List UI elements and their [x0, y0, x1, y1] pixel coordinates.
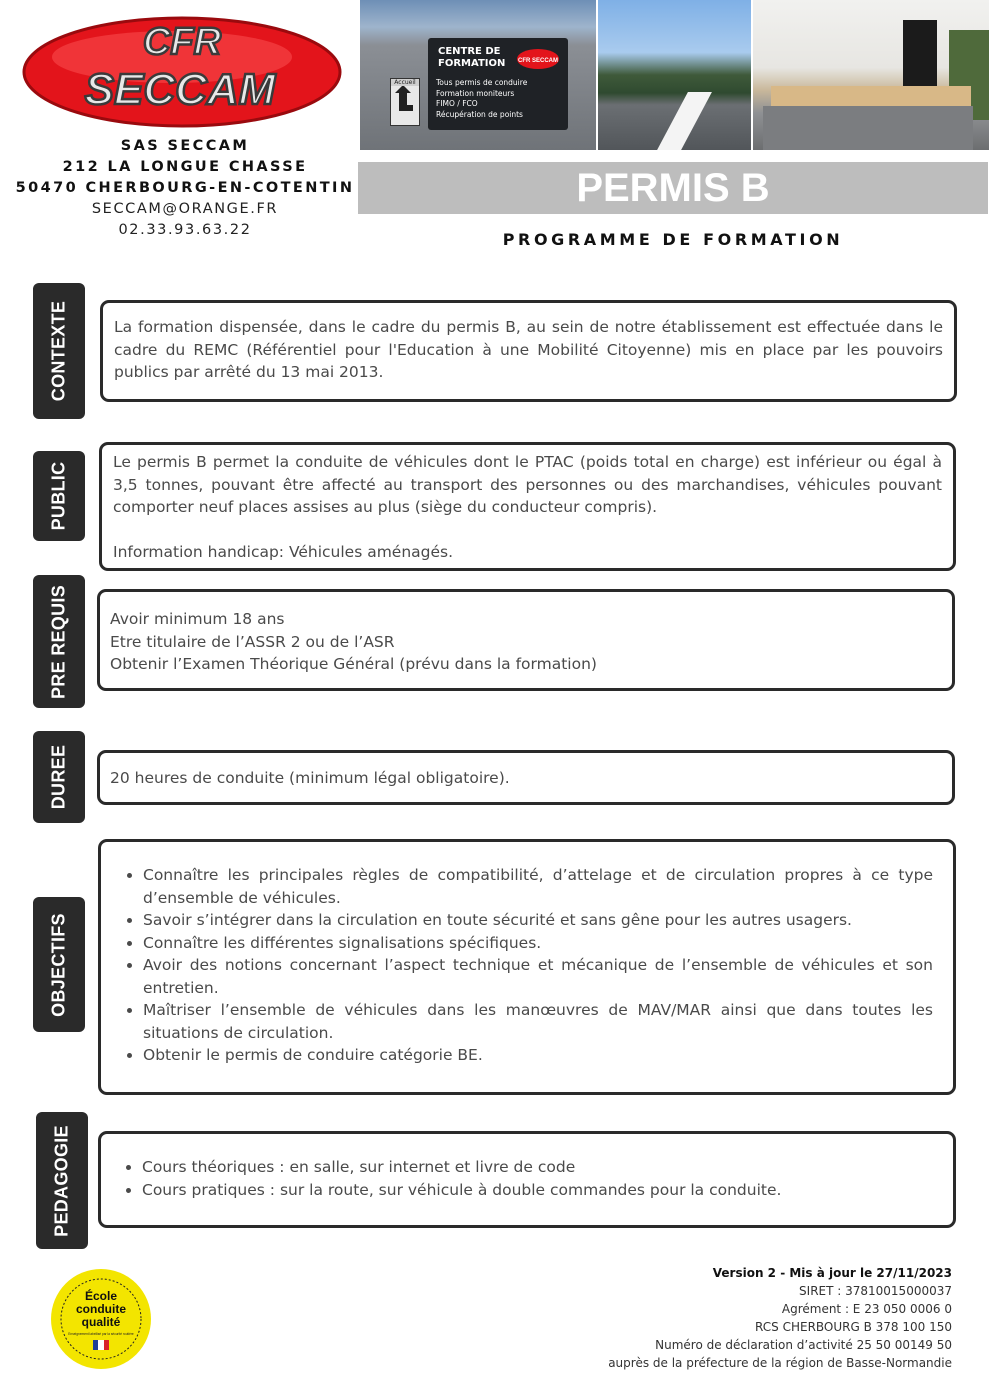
duree-text: 20 heures de conduite (minimum légal obligatoire).: [110, 769, 510, 787]
footer-rcs: RCS CHERBOURG B 378 100 150: [755, 1320, 952, 1334]
box-objectifs: [98, 839, 956, 1095]
sign-item: Formation moniteurs: [436, 88, 515, 98]
contexte-text: La formation dispensée, dans le cadre du permis B, au sein de notre établissement est effectuée dans le cadre du REMC (Référentiel pour l'Education à une Mobilité Citoyenne) mis en place par les pouvoirs publics par arrêté du 13 mai 2013.: [114, 318, 943, 381]
tab-label: CONTEXTE: [48, 300, 69, 402]
objectif-item: • Obtenir le permis de conduire catégorie BE.: [143, 1044, 933, 1067]
public-handicap: Information handicap: Véhicules aménagés.: [113, 542, 454, 561]
tab-contexte: [33, 283, 85, 419]
quality-label-icon: [50, 1268, 152, 1370]
accueil-sign: [390, 78, 420, 126]
sign-item: FIMO / FCO: [436, 99, 478, 108]
pedagogie-item: • Cours pratiques : sur la route, sur véhicule à double commandes pour la conduite.: [142, 1179, 933, 1202]
tab-duree: [33, 731, 85, 823]
footer-siret: SIRET : 37810015000037: [799, 1284, 952, 1298]
road-marking: [640, 92, 712, 150]
reception-desk-top: [771, 86, 971, 108]
prerequis-line: Avoir minimum 18 ans: [110, 610, 285, 628]
objectif-item: • Savoir s’intégrer dans la circulation en toute sécurité et sans gêne pour les autres usagers.: [143, 909, 933, 932]
objectif-item: • Connaître les principales règles de compatibilité, d’attelage et de circulation propres à ce type d’ensemble de véhicules.: [143, 864, 933, 909]
tab-prerequis: [33, 575, 85, 708]
logo-text-cfr: CFR: [142, 21, 222, 63]
tab-label: DUREE: [48, 744, 69, 810]
prerequis-line: Etre titulaire de l’ASSR 2 ou de l’ASR: [110, 632, 395, 651]
svg-text:Enseignement labellisé par la: Enseignement labellisé par la sécurité routière: [68, 1332, 134, 1336]
objectif-item: • Avoir des notions concernant l’aspect technique et mécanique de l’ensemble de véhicules et son entretien.: [143, 954, 933, 999]
sign-title: CENTRE DE FORMATION: [438, 46, 506, 69]
box-contexte: [100, 300, 957, 402]
tab-public: [33, 451, 85, 541]
public-text: Le permis B permet la conduite de véhicules dont le PTAC (poids total en charge) est inférieur ou égal à 3,5 tonnes, pouvant être affecté au transport des personnes ou des marchandises, véhicules pouvant comporter neuf places assises au plus (siège du conducteur compris).: [113, 453, 942, 516]
tab-label: OBJECTIFS: [48, 912, 69, 1017]
sign-item: Récupération de points: [436, 109, 523, 119]
company-address-line2: 50470 CHERBOURG-EN-COTENTIN: [15, 180, 355, 196]
pedagogie-item: • Cours théoriques : en salle, sur internet et livre de code: [142, 1156, 933, 1179]
sign-items: [436, 78, 527, 120]
page-subtitle: PROGRAMME DE FORMATION: [502, 230, 844, 249]
company-email: SECCAM@ORANGE.FR: [91, 201, 279, 217]
page-title: PERMIS B: [576, 166, 770, 210]
building-sign: [428, 38, 568, 130]
box-duree: [97, 750, 955, 805]
accueil-label: Accueil: [391, 79, 419, 86]
tab-objectifs: [33, 897, 85, 1032]
display-shelf: [903, 20, 937, 90]
logo-graphic: [22, 12, 342, 130]
company-info: [0, 136, 370, 241]
company-address-line1: 212 LA LONGUE CHASSE: [62, 159, 308, 175]
pedagogie-list: [114, 1156, 933, 1201]
footer-legal-info: [608, 1264, 952, 1372]
tab-label: PUBLIC: [48, 461, 69, 531]
tab-pedagogie: [36, 1112, 88, 1249]
tab-label: PEDAGOGIE: [51, 1124, 72, 1237]
footer-version: Version 2 - Mis à jour le 27/11/2023: [712, 1266, 952, 1280]
photo-building-sign: [360, 0, 596, 150]
company-logo: [22, 12, 342, 130]
company-name: SAS SECCAM: [120, 138, 250, 154]
footer-agrement: Agrément : E 23 050 0006 0: [781, 1302, 952, 1316]
logo-text-seccam: SECCAM: [84, 65, 276, 114]
box-prerequis: [97, 589, 955, 691]
photo-driving-track: [598, 0, 751, 150]
title-bar: [358, 162, 988, 214]
footer-prefecture: auprès de la préfecture de la région de Basse-Normandie: [608, 1356, 952, 1370]
company-phone: 02.33.93.63.22: [118, 222, 252, 238]
prerequis-line: Obtenir l’Examen Théorique Général (prévu dans la formation): [110, 655, 597, 673]
svg-text:qualité: qualité: [81, 1315, 121, 1329]
tab-label: PRE REQUIS: [48, 584, 69, 699]
reception-desk-front: [763, 106, 973, 150]
photo-reception-desk: [753, 0, 989, 150]
sign-logo: [516, 48, 560, 70]
objectif-item: • Maîtriser l’ensemble de véhicules dans les manœuvres de MAV/MAR ainsi que dans toutes les situations de circulation.: [143, 999, 933, 1044]
ecole-conduite-qualite-badge: [50, 1268, 152, 1370]
footer-declaration: Numéro de déclaration d’activité 25 50 00149 50: [655, 1338, 952, 1352]
objectif-item: • Connaître les différentes signalisations spécifiques.: [143, 932, 933, 955]
box-public: [99, 442, 956, 571]
svg-text:CFR SECCAM: CFR SECCAM: [518, 58, 558, 64]
sign-item: Tous permis de conduire: [436, 78, 528, 87]
box-pedagogie: [98, 1131, 956, 1228]
svg-text:École: École: [84, 1289, 118, 1303]
objectifs-list: [115, 864, 933, 1067]
svg-text:conduite: conduite: [76, 1302, 126, 1316]
